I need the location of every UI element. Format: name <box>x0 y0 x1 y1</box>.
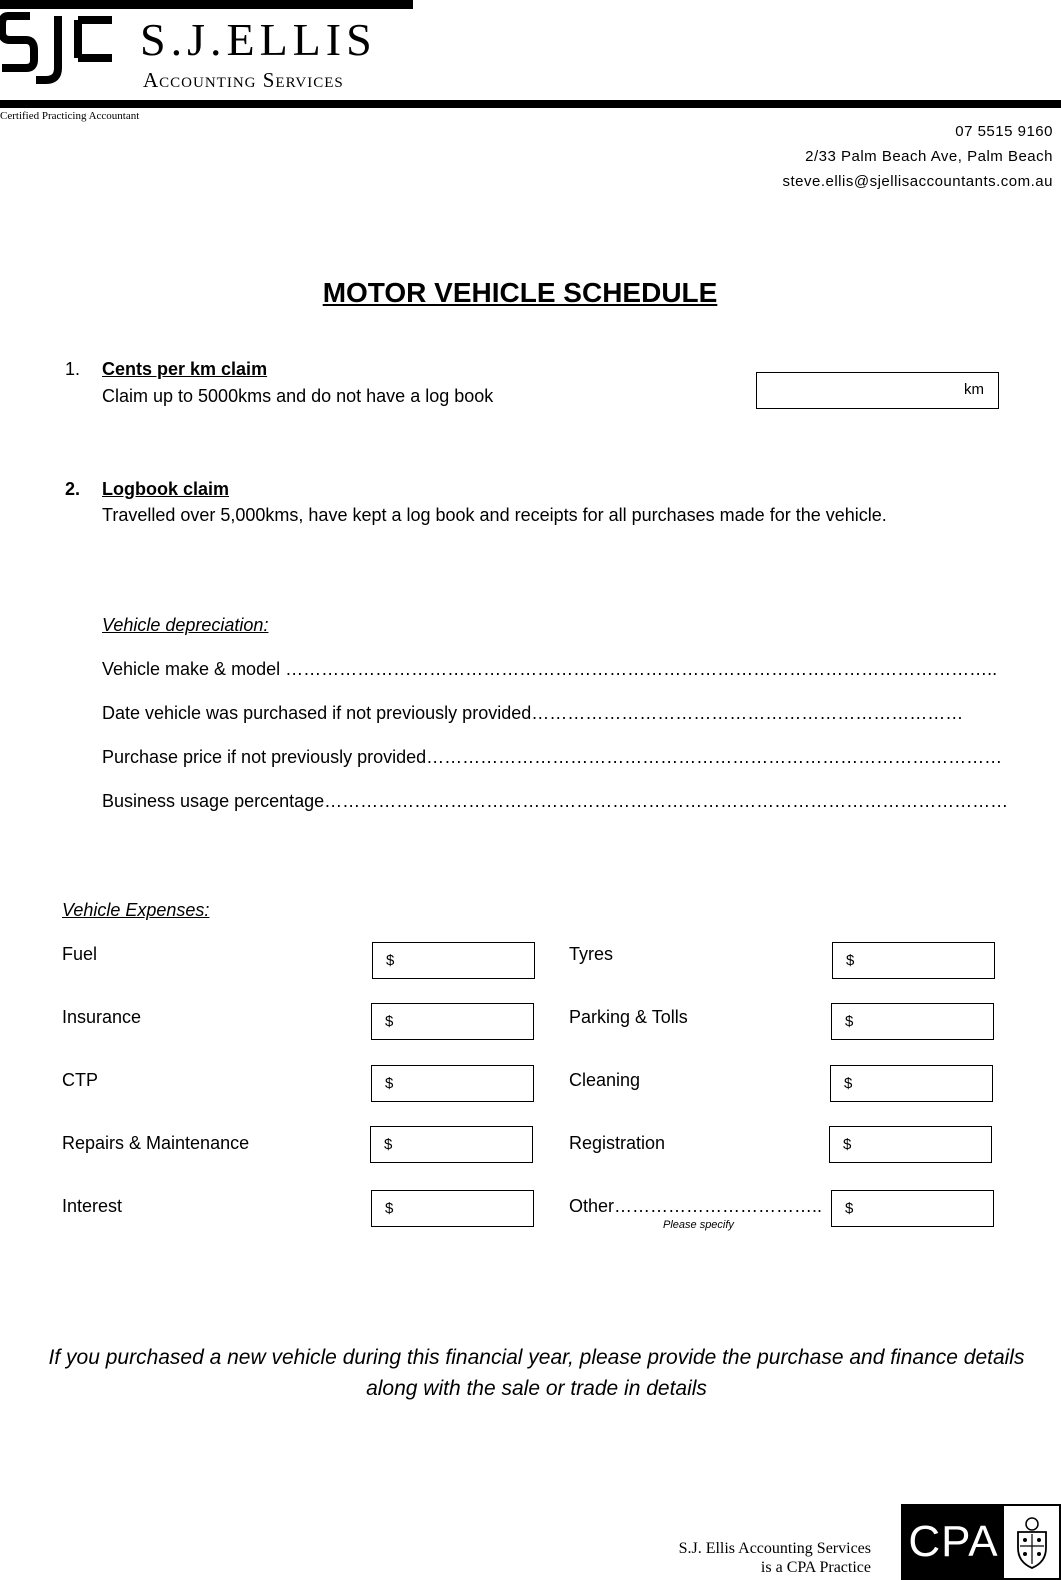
page-title: MOTOR VEHICLE SCHEDULE <box>322 277 718 308</box>
depreciation-heading: Vehicle depreciation: <box>102 615 269 635</box>
contact-phone: 07 5515 9160 <box>955 123 1053 140</box>
expense-label-ctp: CTP <box>62 1070 98 1090</box>
certification-text: Certified Practicing Accountant <box>0 110 140 122</box>
currency-symbol: $ <box>386 952 395 969</box>
other-hint: Please specify <box>663 1219 734 1231</box>
cpa-badge-text: CPA <box>903 1506 1004 1578</box>
expense-label-tyres: Tyres <box>569 944 614 964</box>
expense-input-repairs[interactable] <box>370 1126 533 1163</box>
header-rule <box>0 100 1061 108</box>
expense-label-interest: Interest <box>62 1196 123 1216</box>
depreciation-line-purchase-date[interactable]: Date vehicle was purchased if not previously provided……………………………………………………………… <box>102 703 964 723</box>
km-input[interactable] <box>756 372 999 409</box>
footer-line1: S.J. Ellis Accounting Services <box>678 1540 871 1557</box>
cpa-badge <box>901 1504 1061 1580</box>
expense-label-other[interactable]: Other…………………………….. <box>569 1196 823 1216</box>
section1-heading: Cents per km claim <box>102 359 268 379</box>
expense-input-ctp[interactable] <box>371 1065 534 1102</box>
currency-symbol: $ <box>385 1013 394 1030</box>
expense-label-cleaning: Cleaning <box>569 1070 641 1090</box>
section1-number: 1. <box>65 359 81 379</box>
expenses-heading: Vehicle Expenses: <box>62 900 210 920</box>
expense-input-insurance[interactable] <box>371 1003 534 1040</box>
footer-line2: is a CPA Practice <box>760 1559 871 1576</box>
expense-label-repairs: Repairs & Maintenance <box>62 1133 250 1153</box>
currency-symbol: $ <box>846 952 855 969</box>
expense-input-registration[interactable] <box>829 1126 992 1163</box>
expense-input-other[interactable] <box>831 1190 994 1227</box>
contact-email: steve.ellis@sjellisaccountants.com.au <box>782 173 1053 190</box>
expense-input-tyres[interactable] <box>832 942 995 979</box>
currency-symbol: $ <box>385 1200 394 1217</box>
new-vehicle-note: If you purchased a new vehicle during this financial year, please provide the purchase and finance details along with the sale or trade in details <box>48 1346 1025 1400</box>
expense-input-parking-tolls[interactable] <box>831 1003 994 1040</box>
currency-symbol: $ <box>843 1136 852 1153</box>
depreciation-line-make-model[interactable]: Vehicle make & model ……………………………………………………………………………………………………….. <box>102 659 998 679</box>
currency-symbol: $ <box>385 1075 394 1092</box>
currency-symbol: $ <box>845 1013 854 1030</box>
expense-label-registration: Registration <box>569 1133 666 1153</box>
section2-heading: Logbook claim <box>102 479 230 499</box>
depreciation-line-purchase-price[interactable]: Purchase price if not previously provided…………………………………………………………………………………… <box>102 747 1003 767</box>
expense-label-parking-tolls: Parking & Tolls <box>569 1007 688 1027</box>
contact-address: 2/33 Palm Beach Ave, Palm Beach <box>805 148 1053 165</box>
expense-input-cleaning[interactable] <box>830 1065 993 1102</box>
section1-description: Claim up to 5000kms and do not have a log book <box>102 386 494 406</box>
section2-number: 2. <box>65 479 81 499</box>
expense-label-fuel: Fuel <box>62 944 98 964</box>
expense-label-insurance: Insurance <box>62 1007 142 1027</box>
currency-symbol: $ <box>845 1200 854 1217</box>
expense-input-interest[interactable] <box>371 1190 534 1227</box>
brand-subtitle: Accounting Services <box>143 68 344 92</box>
expense-input-fuel[interactable] <box>372 942 535 979</box>
section2-description: Travelled over 5,000kms, have kept a log book and receipts for all purchases made for the vehicle. <box>102 505 887 525</box>
km-unit-label: km <box>964 381 984 398</box>
brand-name: S.J.ELLIS <box>140 14 377 65</box>
header-top-bar <box>0 0 413 9</box>
currency-symbol: $ <box>384 1136 393 1153</box>
crest-icon <box>1010 1514 1054 1570</box>
sje-logo-icon <box>0 12 120 84</box>
currency-symbol: $ <box>844 1075 853 1092</box>
depreciation-line-business-usage[interactable]: Business usage percentage…………………………………………………………………………………………………… <box>102 791 1009 811</box>
